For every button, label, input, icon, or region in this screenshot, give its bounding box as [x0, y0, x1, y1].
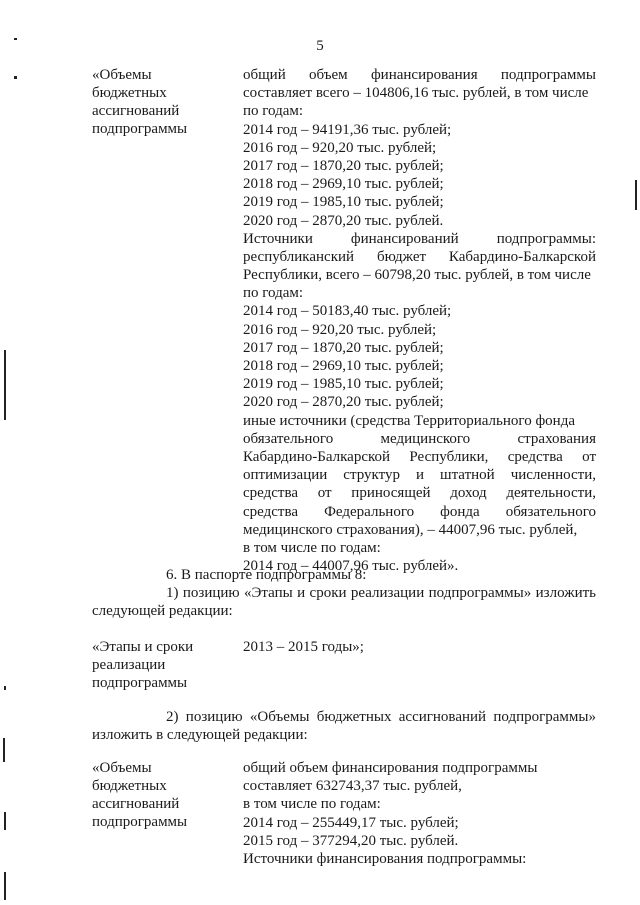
block1-text-line: по годам:	[243, 285, 304, 302]
block3-label-line: подпрограммы	[92, 814, 188, 830]
block1-label-line: подпрограммы	[92, 121, 188, 137]
block1-text-line: 2014 год – 94191,36 тыс. рублей;	[243, 121, 452, 138]
block3-text-line: 2015 год – 377294,20 тыс. рублей.	[243, 832, 459, 849]
section6-item2	[92, 708, 596, 744]
block1-text-line: в том числе по годам:	[243, 539, 381, 556]
section6-item2-line2: изложить в следующей редакции:	[92, 727, 308, 744]
block3-text-line: Источники финансирования подпрограммы:	[243, 850, 527, 867]
scan-mark	[4, 350, 6, 420]
block1-text-line: по годам:	[243, 103, 304, 120]
block3-label-line: ассигнований	[92, 796, 180, 812]
block3-text-line: в том числе по годам:	[243, 796, 381, 813]
block1-label-line: бюджетных	[92, 85, 167, 101]
scan-mark	[635, 180, 637, 210]
block2-value: 2013 – 2015 годы»;	[243, 639, 364, 655]
block1-text-line: 2014 год – 50183,40 тыс. рублей;	[243, 303, 452, 320]
block3-label-line: «Объемы	[92, 760, 152, 776]
block1-text-line: оптимизации структур и штатной численности,	[243, 467, 596, 484]
scan-mark	[14, 76, 17, 79]
block1-text-line: 2017 год – 1870,20 тыс. рублей;	[243, 157, 444, 174]
block1-label-line: ассигнований	[92, 103, 180, 119]
block1-text-line: общий объем финансирования подпрограммы	[243, 67, 596, 83]
block1-text-line: Кабардино-Балкарской Республики, средства от	[243, 448, 596, 465]
block1-text-line: 2018 год – 2969,10 тыс. рублей;	[243, 176, 444, 193]
block1-text-line: составляет всего – 104806,16 тыс. рублей, в том числе	[243, 85, 589, 102]
block3-label-line: бюджетных	[92, 778, 167, 794]
section6-item1-line2: следующей редакции:	[92, 603, 233, 620]
section6-item1-line1: 1) позицию «Этапы и сроки реализации подпрограммы» изложить	[166, 585, 596, 602]
block1-text-line: средства Федерального фонда обязательного	[243, 503, 596, 520]
block3-text-line: составляет 632743,37 тыс. рублей,	[243, 778, 462, 795]
block1-text-line: обязательного медицинского страхования	[243, 430, 596, 447]
block1-text-line: республиканский бюджет Кабардино-Балкарской	[243, 248, 596, 265]
block1-text-line: иные источники (средства Территориального фонда	[243, 412, 575, 429]
block1-text-line: 2020 год – 2870,20 тыс. рублей;	[243, 394, 444, 411]
scan-mark	[3, 738, 5, 762]
block3-text-line: 2014 год – 255449,17 тыс. рублей;	[243, 814, 459, 831]
scan-mark	[4, 812, 6, 830]
block3-text-line: общий объем финансирования подпрограммы	[243, 760, 538, 776]
page-number: 5	[316, 38, 324, 54]
section6-heading	[92, 566, 596, 621]
block1-text-line: 2017 год – 1870,20 тыс. рублей;	[243, 339, 444, 356]
block1-text-line: 2019 год – 1985,10 тыс. рублей;	[243, 194, 444, 211]
section6-heading-text: 6. В паспорте подпрограммы 8:	[166, 567, 367, 583]
block2-label	[92, 638, 232, 692]
block2-label-line: подпрограммы	[92, 675, 188, 691]
block1-label-line: «Объемы	[92, 67, 152, 83]
block2-text	[243, 638, 596, 656]
block1-text-line: медицинского страхования), – 44007,96 тыс. рублей,	[243, 521, 578, 538]
block3-label	[92, 759, 232, 831]
block1-text-line: 2016 год – 920,20 тыс. рублей;	[243, 139, 437, 156]
block1-label	[92, 66, 232, 138]
block1-text-line: 2020 год – 2870,20 тыс. рублей.	[243, 212, 444, 229]
block1-text	[243, 66, 596, 575]
block1-text-line: 2016 год – 920,20 тыс. рублей;	[243, 321, 437, 338]
block2-label-line: реализации	[92, 657, 166, 673]
scan-mark	[4, 872, 6, 900]
block1-text-line: Республики, всего – 60798,20 тыс. рублей, в том числе	[243, 267, 591, 284]
block1-text-line: средства от приносящей доход деятельности,	[243, 485, 596, 502]
block3-text	[243, 759, 596, 868]
block1-text-line: 2019 год – 1985,10 тыс. рублей;	[243, 376, 444, 393]
block1-text-line: Источники финансирований подпрограммы:	[243, 230, 596, 247]
scan-mark	[4, 686, 6, 690]
block1-text-line: 2014 год – 44007,96 тыс. рублей».	[243, 558, 459, 575]
section6-item2-line1: 2) позицию «Объемы бюджетных ассигнований подпрограммы»	[166, 709, 596, 725]
block2-label-line: «Этапы и сроки	[92, 639, 194, 655]
block1-text-line: 2018 год – 2969,10 тыс. рублей;	[243, 358, 444, 374]
